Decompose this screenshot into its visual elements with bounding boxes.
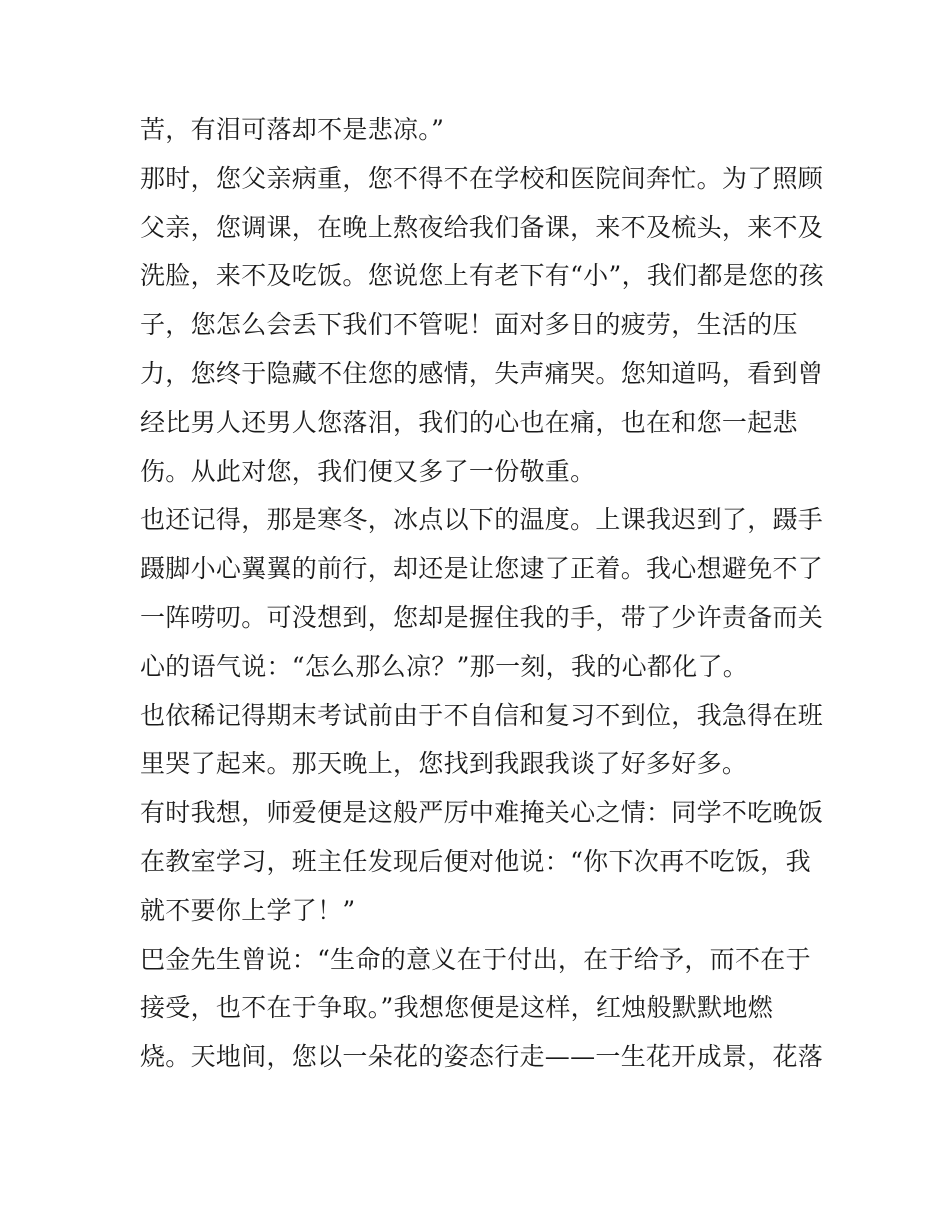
text-line: 接受，也不在于争取。”我想您便是这样，红烛般默默地燃 — [140, 993, 774, 1023]
text-line: 也还记得，那是寒冬，冰点以下的温度。上课我迟到了，蹑手 — [140, 505, 824, 535]
text-line: 苦，有泪可落却不是悲凉。” — [140, 115, 445, 144]
text-line: 在教室学习，班主任发现后便对他说：“你下次再不吃饭，我 — [140, 846, 811, 876]
text-line: 蹑脚小心翼翼的前行，却还是让您逮了正着。我心想避免不了 — [140, 554, 824, 584]
text-line: 那时，您父亲病重，您不得不在学校和医院间奔忙。为了照顾 — [140, 163, 824, 193]
text-line: 里哭了起来。那天晚上，您找到我跟我谈了好多好多。 — [140, 749, 748, 779]
text-line: 巴金先生曾说：“生命的意义在于付出，在于给予，而不在于 — [140, 944, 811, 974]
text-line: 经比男人还男人您落泪，我们的心也在痛，也在和您一起悲 — [140, 407, 798, 437]
text-line: 也依稀记得期末考试前由于不自信和复习不到位，我急得在班 — [140, 700, 824, 730]
text-line: 父亲，您调课，在晚上熬夜给我们备课，来不及梳头，来不及 — [140, 212, 824, 242]
text-line: 力，您终于隐藏不住您的感情，失声痛哭。您知道吗，看到曾 — [140, 358, 824, 388]
text-line: 伤。从此对您，我们便又多了一份敬重。 — [140, 456, 596, 486]
text-line: 心的语气说：“怎么那么凉？”那一刻，我的心都化了。 — [140, 651, 749, 681]
document-body — [140, 106, 824, 1082]
text-line: 就不要你上学了！” — [140, 895, 356, 925]
text-line: 洗脸，来不及吃饭。您说您上有老下有“小”，我们都是您的孩 — [140, 261, 824, 291]
text-line: 烧。天地间，您以一朵花的姿态行走——一生花开成景，花落 — [140, 1042, 824, 1072]
text-line: 有时我想，师爱便是这般严厉中难掩关心之情：同学不吃晚饭 — [140, 798, 824, 828]
text-line: 一阵唠叨。可没想到，您却是握住我的手，带了少许责备而关 — [140, 602, 824, 632]
text-line: 子，您怎么会丢下我们不管呢！面对多日的疲劳，生活的压 — [140, 310, 798, 340]
